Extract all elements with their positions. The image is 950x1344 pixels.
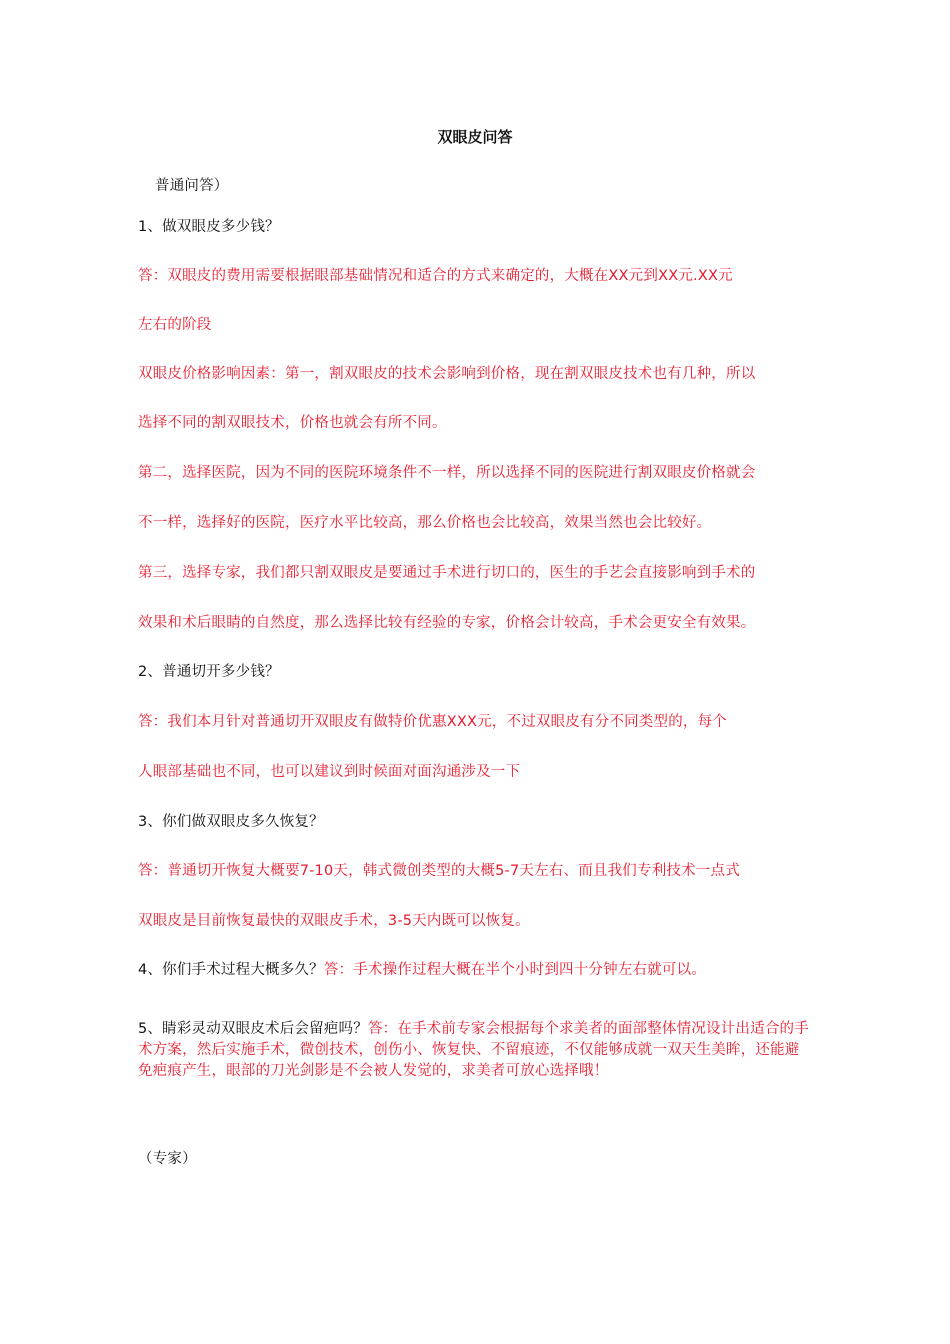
question-4: 4、你们手术过程大概多久？ [138,962,324,978]
document-title: 双眼皮问答 [437,128,513,146]
question-5-paragraph [138,1019,810,1082]
section-normal-heading: 普通问答） [155,178,229,194]
answer-5: 答：在手术前专家会根据每个求美者的面部整体情况设计出适合的手术方案，然后实施手术，微创技术，创伤小、恢复快、不留痕迹，不仅能够成就一双天生美眸，还能避免疤痕产生，眼部的刀光剑影是不会被人发觉的，求美者可放心选择哦！ [138,1021,809,1079]
answer-2-line-2: 人眼部基础也不同，也可以建议到时候面对面沟通涉及一下 [138,764,521,780]
question-1: 1、做双眼皮多少钱？ [138,219,280,235]
answer-1-line-2: 左右的阶段 [138,317,212,333]
answer-2-line-1: 答：我们本月针对普通切开双眼皮有做特价优惠XXX元，不过双眼皮有分不同类型的，每个 [138,714,727,730]
answer-1-line-1: 答：双眼皮的费用需要根据眼部基础情况和适合的方式来确定的，大概在XX元到XX元.XX元 [138,268,733,284]
answer-3-line-2: 双眼皮是目前恢复最快的双眼皮手术，3-5天内既可以恢复。 [138,913,530,929]
answer-4: 答：手术操作过程大概在半个小时到四十分钟左右就可以。 [323,962,707,978]
section-expert-heading: （专家） [138,1151,197,1167]
answer-1-line-8: 效果和术后眼睛的自然度，那么选择比较有经验的专家，价格会计较高，手术会更安全有效果。 [138,615,756,631]
answer-1-line-3: 双眼皮价格影响因素：第一，割双眼皮的技术会影响到价格，现在割双眼皮技术也有几种，所以 [138,366,756,382]
question-5: 5、睛彩灵动双眼皮术后会留疤吗？ [138,1021,368,1037]
question-4-row [138,960,706,980]
question-3: 3、你们做双眼皮多久恢复？ [138,814,324,830]
answer-1-line-6: 不一样，选择好的医院，医疗水平比较高，那么价格也会比较高，效果当然也会比较好。 [138,515,712,531]
answer-1-line-4: 选择不同的割双眼技术，价格也就会有所不同。 [138,415,447,431]
answer-3-line-1: 答：普通切开恢复大概要7-10天，韩式微创类型的大概5-7天左右、而且我们专利技术一点式 [138,863,740,879]
answer-1-line-5: 第二，选择医院，因为不同的医院环境条件不一样，所以选择不同的医院进行割双眼皮价格就会 [138,465,756,481]
answer-1-line-7: 第三，选择专家，我们都只割双眼皮是要通过手术进行切口的，医生的手艺会直接影响到手术的 [138,565,756,581]
question-2: 2、普通切开多少钱？ [138,664,280,680]
